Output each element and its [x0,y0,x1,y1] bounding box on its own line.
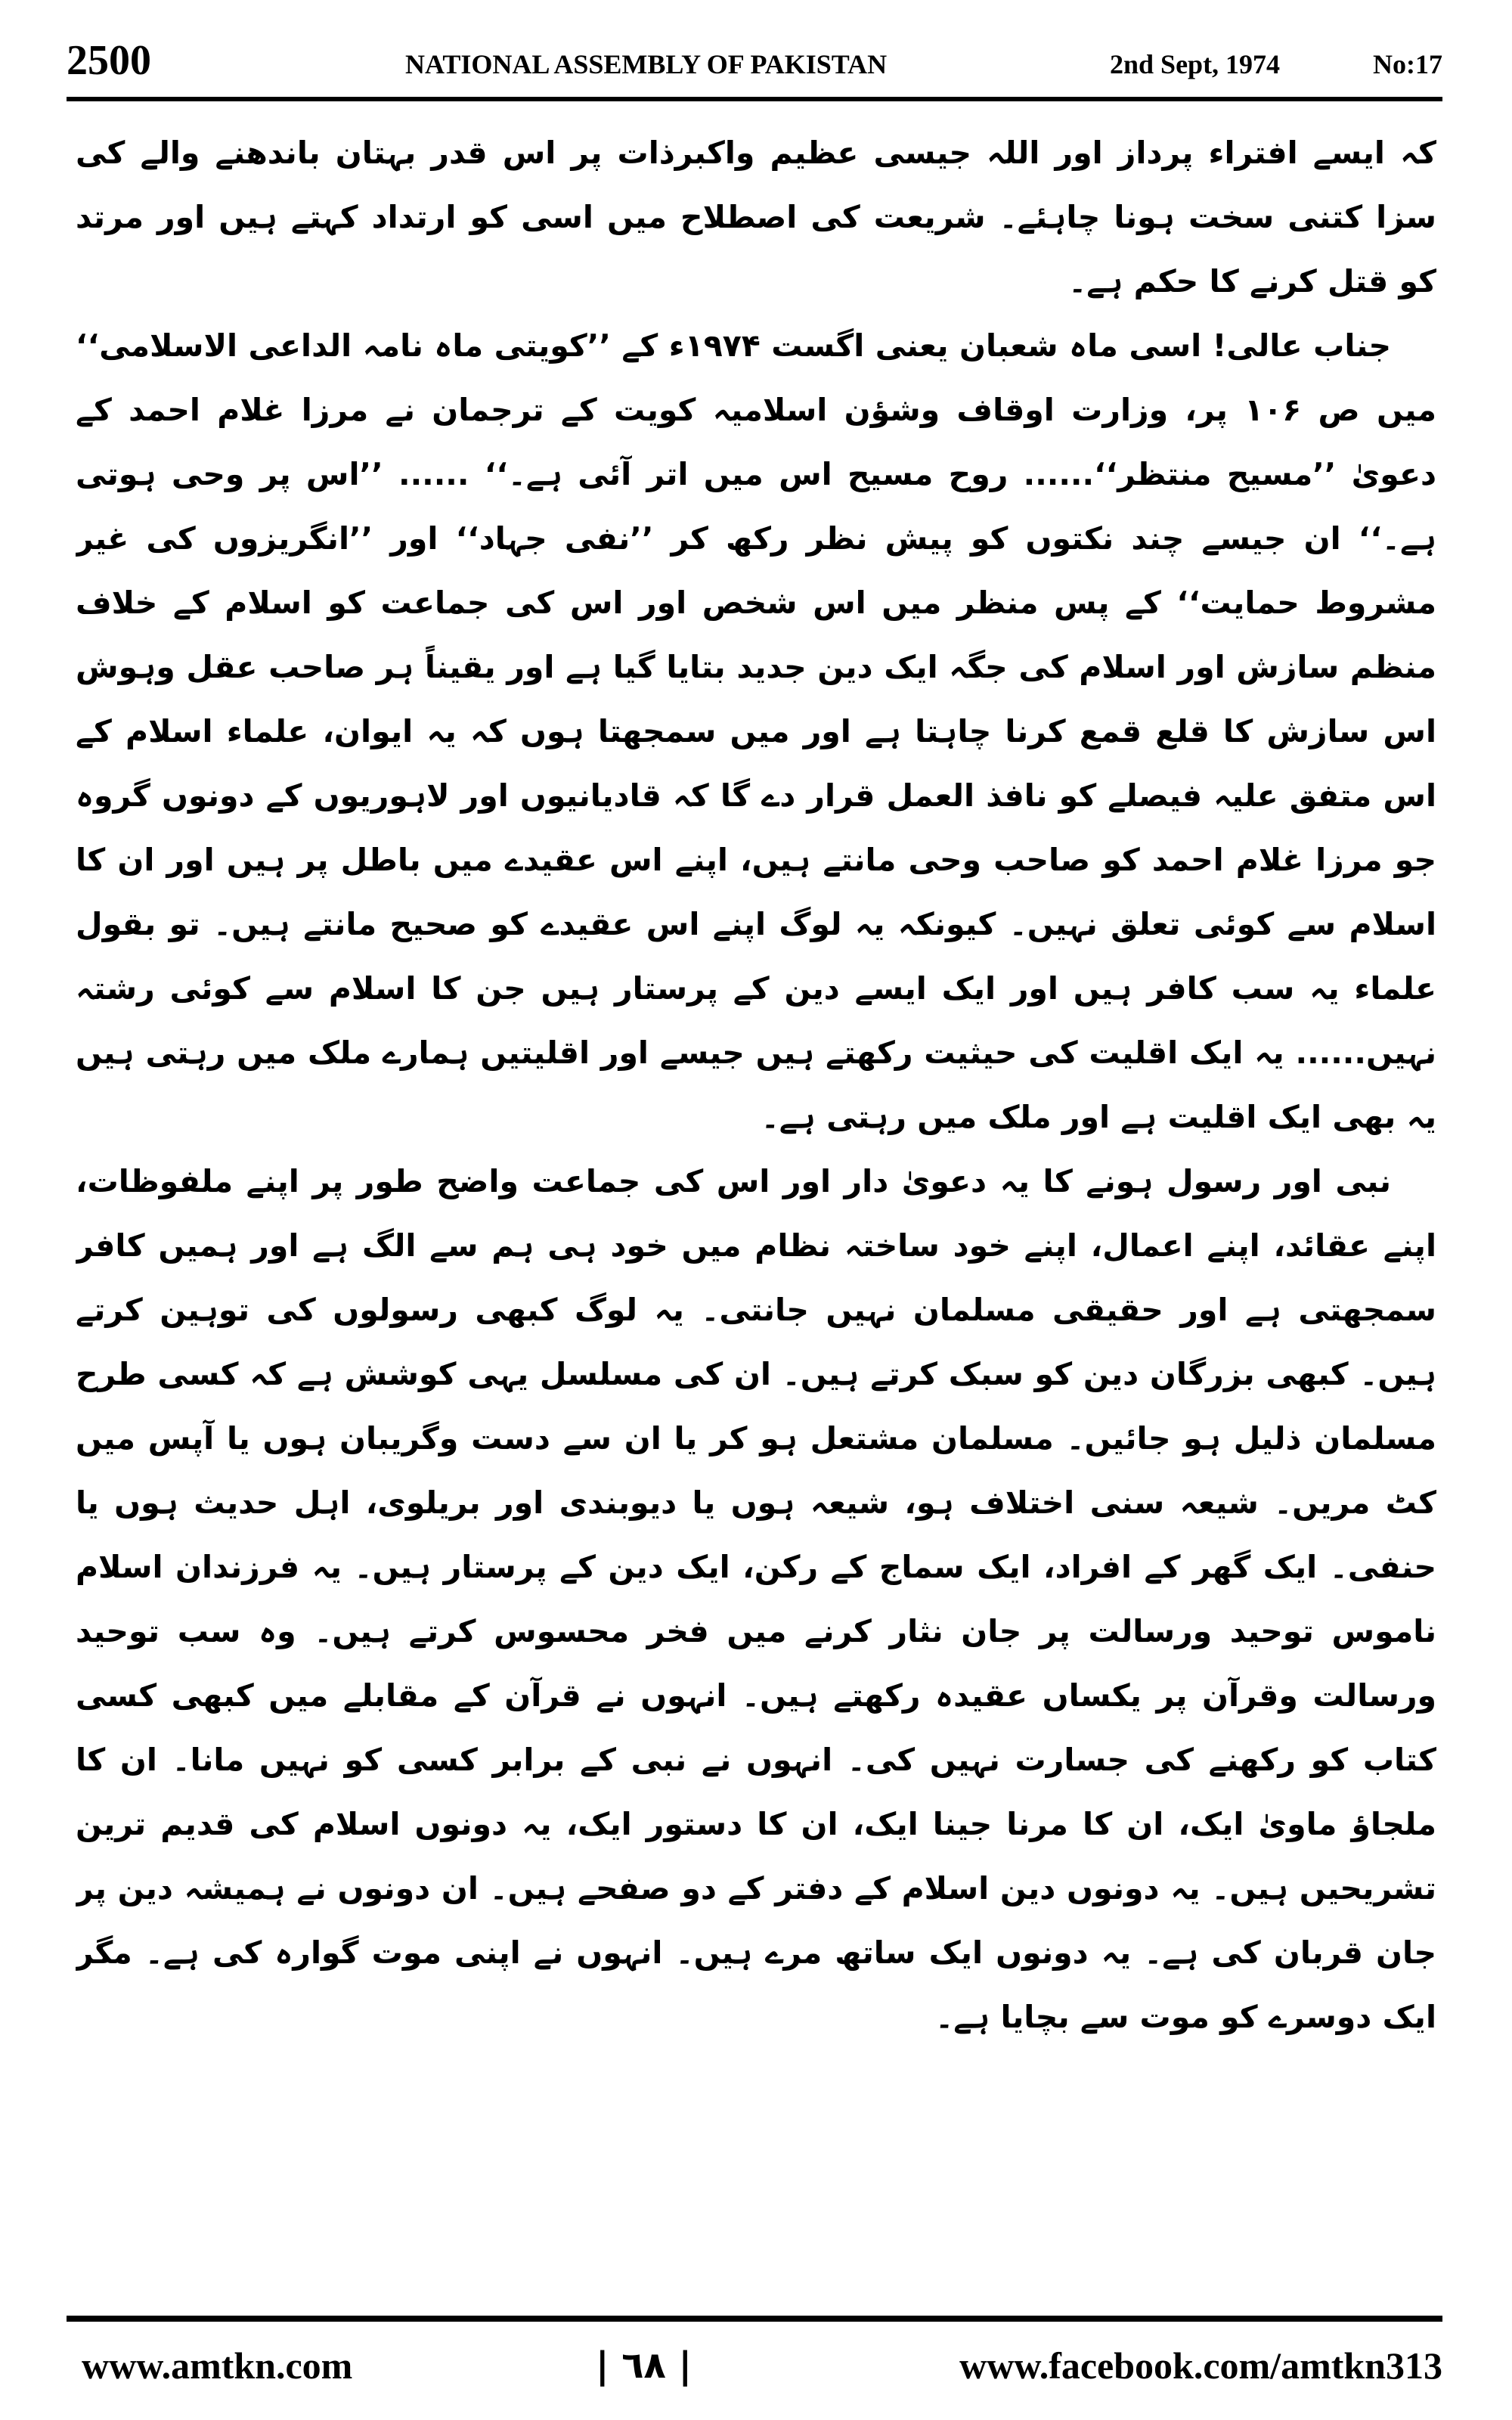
website-link[interactable]: www.amtkn.com [82,2344,353,2387]
paragraph-3: نبی اور رسول ہونے کا یہ دعویٰ دار اور اس کی جماعت واضح طور پر اپنے ملفوظات، اپنے عقائد، اپنے اعمال، اپنے خود ساختہ نظام میں خود ہی ہم سے الگ ہے اور ہمیں کافر سمجھتی ہے اور حقیقی مسلمان نہیں جانتی۔ یہ لوگ کبھی رسولوں کی توہین کرتے ہیں۔ کبھی بزرگان دین کو سبک کرتے ہیں۔ ان کی مسلسل یہی کوشش ہے کہ کسی طرح مسلمان ذلیل ہو جائیں۔ مسلمان مشتعل ہو کر یا ان سے دست وگریبان ہوں یا آپس میں کٹ مریں۔ شیعہ سنی اختلاف ہو، شیعہ ہوں یا دیوبندی اور بریلوی، اہل حدیث ہوں یا حنفی۔ ایک گھر کے افراد، ایک سماج کے رکن، ایک دین کے پرستار ہیں۔ یہ فرزندان اسلام ناموس توحید ورسالت پر جان نثار کرنے میں فخر محسوس کرتے ہیں۔ وہ سب توحید ورسالت وقرآن پر یکساں عقیدہ رکھتے ہیں۔ انہوں نے قرآن کے مقابلے میں کبھی کسی کتاب کو رکھنے کی جسارت نہیں کی۔ انہوں نے نبی کے برابر کسی کو نہیں مانا۔ ان کا ملجاؤ ماویٰ ایک، ان کا مرنا جینا ایک، ان کا دستور ایک، یہ دونوں اسلام کی قدیم ترین تشریحیں ہیں۔ یہ دونوں دین اسلام کے دفتر کے دو صفحے ہیں۔ ان دونوں نے ہمیشہ دین پر جان قربان کی ہے۔ یہ دونوں ایک ساتھ مرے ہیں۔ انہوں نے اپنی موت گوارہ کی ہے۔ مگر ایک دوسرے کو موت سے بچایا ہے۔ [76,1163,1436,2035]
page-footer [67,2335,1442,2396]
header-issue-number: No:17 [1373,49,1442,79]
footer-page-label: | ٦٨ | [596,2344,692,2387]
facebook-link[interactable]: www.facebook.com/amtkn313 [959,2344,1442,2387]
body-text [76,121,1436,2284]
footer-divider [67,2316,1442,2322]
header-title: NATIONAL ASSEMBLY OF PAKISTAN [405,49,888,79]
paragraph-2: جناب عالی! اسی ماہ شعبان یعنی اگست ۱۹۷۴ء کے ’’کویتی ماہ نامہ الداعی الاسلامی‘‘ میں ص ۱۰۶ پر، وزارت اوقاف وشؤن اسلامیہ کویت کے ترجمان نے مرزا غلام احمد کے دعویٰ ’’مسیح منتظر‘‘...... روح مسیح اس میں اتر آئی ہے۔‘‘ ...... ’’اس پر وحی ہوتی ہے۔‘‘ ان جیسے چند نکتوں کو پیش نظر رکھ کر ’’نفی جہاد‘‘ اور ’’انگریزوں کی غیر مشروط حمایت‘‘ کے پس منظر میں اس شخص اور اس کی جماعت کو اسلام کے خلاف منظم سازش اور اسلام کی جگہ ایک دین جدید بتایا گیا ہے اور یقیناً ہر صاحب عقل وہوش اس سازش کا قلع قمع کرنا چاہتا ہے اور میں سمجھتا ہوں کہ یہ ایوان، علماء اسلام کے اس متفق علیہ فیصلے کو نافذ العمل قرار دے گا کہ قادیانیوں اور لاہوریوں کے دونوں گروہ جو مرزا غلام احمد کو صاحب وحی مانتے ہیں، اپنے اس عقیدے میں باطل پر ہیں اور ان کا اسلام سے کوئی تعلق نہیں۔ کیونکہ یہ لوگ اپنے اس عقیدے کو صحیح مانتے ہیں۔ تو بقول علماء یہ سب کافر ہیں اور ایک ایسے دین کے پرستار ہیں جن کا اسلام سے کوئی رشتہ نہیں...... یہ ایک اقلیت کی حیثیت رکھتے ہیں جیسے اور اقلیتیں ہمارے ملک میں رہتی ہیں یہ بھی ایک اقلیت ہے اور ملک میں رہتی ہے۔ [76,327,1436,1135]
header-divider [67,97,1442,101]
page-header [67,30,1442,91]
page-number: 2500 [67,37,151,84]
header-date: 2nd Sept, 1974 [1110,49,1281,79]
paragraph-1: کہ ایسے افتراء پرداز اور اللہ جیسی عظیم واکبرذات پر اس قدر بہتان باندھنے والے کی سزا کتنی سخت ہونا چاہئے۔ شریعت کی اصطلاح میں اسی کو ارتداد کہتے ہیں اور مرتد کو قتل کرنے کا حکم ہے۔ [76,135,1436,299]
